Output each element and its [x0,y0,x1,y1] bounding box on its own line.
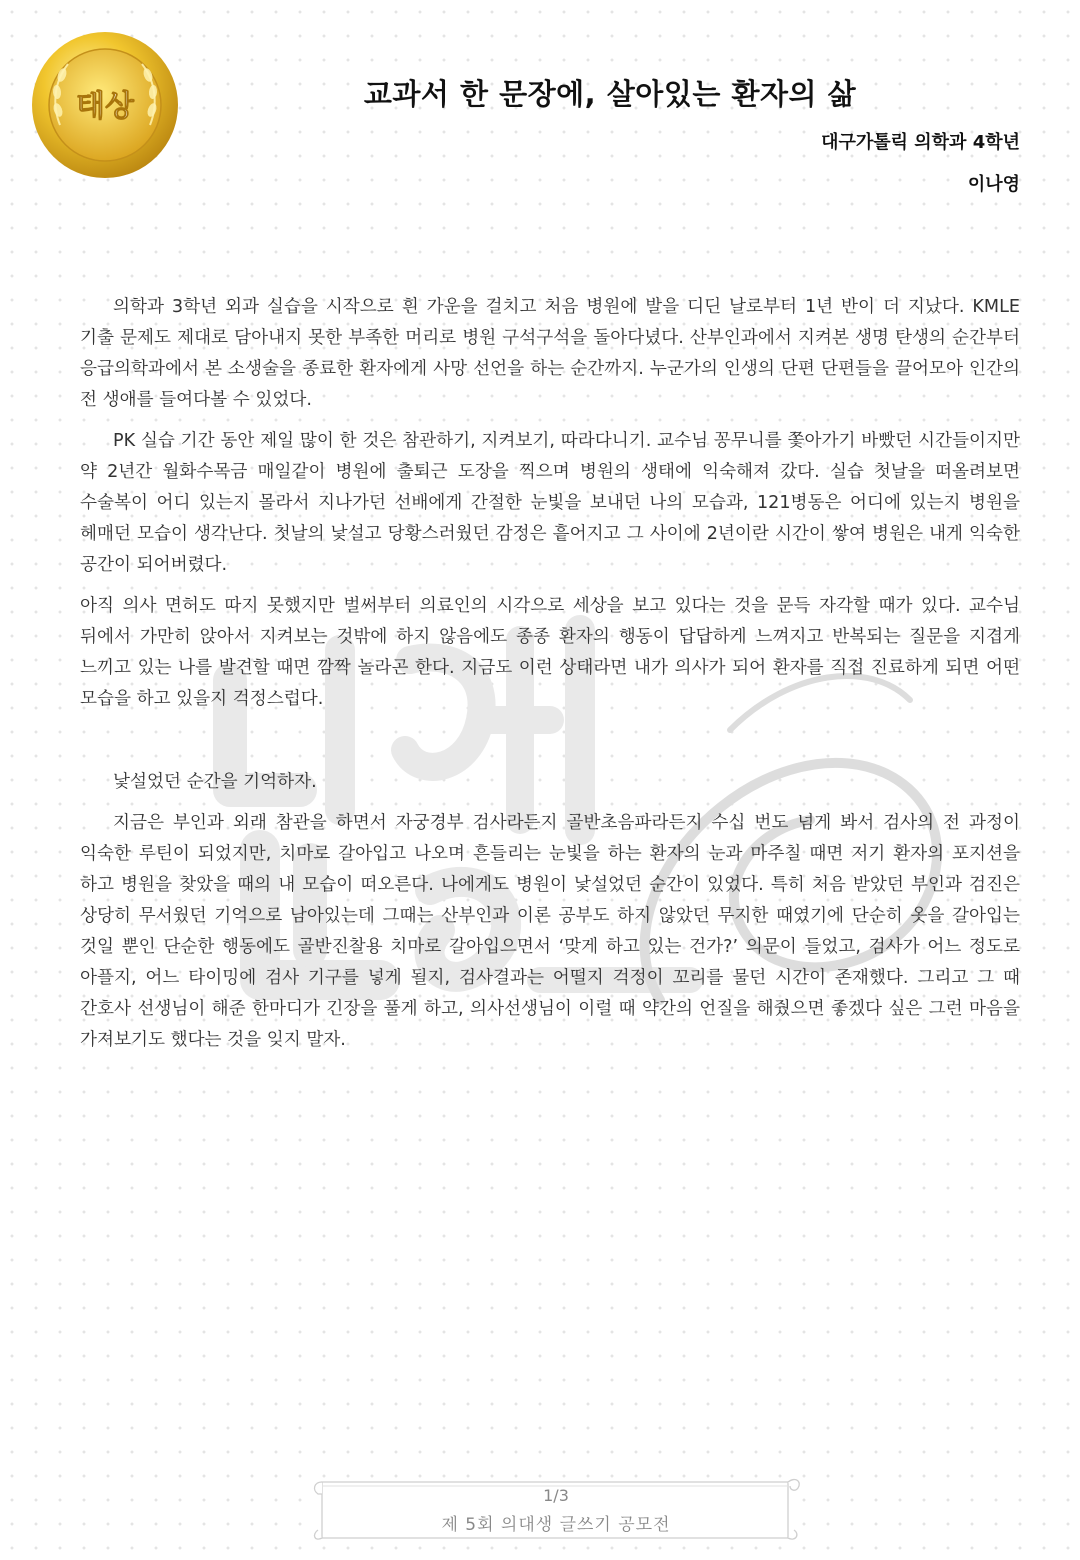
author-affiliation: 대구가톨릭 의학과 4학년 [821,132,1020,153]
paragraph: 지금은 부인과 외래 참관을 하면서 자궁경부 검사라든지 골반초음파라든지 수십 번도 넘게 봐서 검사의 전 과정이 익숙한 루틴이 되었지만, 치마로 갈아입고 나오며 흔들리는 눈빛을 하는 환자의 눈과 마주칠 때면 저기 환자의 포지션을 하고 병원을 찾았을 때의 내 모습이 떠오른다. 나에게도 병원이 낯설었던 순간이 있었다. 특히 처음 받았던 부인과 검진은 상당히 무서웠던 기억으로 남아있는데 그때는 산부인과 이론 공부도 하지 않았던 무지한 때였기에 단순히 옷을 갈아입는 것일 뿐인 단순한 행동에도 골반진찰용 치마로 갈아입으면서 ‘맞게 하고 있는 건가?’ 의문이 들었고, 검사가 어느 정도로 아플지, 어느 타이밍에 검사 기구를 넣게 될지, 검사결과는 어떨지 걱정이 꼬리를 물던 시간이 존재했다. 그리고 그 때 간호사 선생님이 해준 한마디가 긴장을 풀게 하고, 의사선생님이 이럴 때 약간의 언질을 해줬으면 좋겠다 싶은 그런 마음을 가져보기도 했다는 것을 잊지 말자. [80,813,1020,1050]
essay-body [80,292,1020,1066]
paragraph: 아직 의사 면허도 따지 못했지만 벌써부터 의료인의 시각으로 세상을 보고 있다는 것을 문득 자각할 때가 있다. 교수님 뒤에서 가만히 앉아서 지켜보는 것밖에 하지 않음에도 종종 환자의 행동이 답답하게 느껴지고 반복되는 질문을 지겹게 느끼고 있는 나를 발견할 때면 깜짝 놀라곤 한다. 지금도 이런 상태라면 내가 의사가 되어 환자를 직접 진료하게 되면 어떤 모습을 하고 있을지 걱정스럽다. [80,596,1020,709]
contest-name: 제 5회 의대생 글쓰기 공모전 [441,1515,671,1535]
scroll-banner-icon [308,1468,804,1548]
footer-banner [308,1468,804,1548]
paragraph: 의학과 3학년 외과 실습을 시작으로 흰 가운을 걸치고 처음 병원에 발을 디딘 날로부터 1년 반이 더 지났다. KMLE 기출 문제도 제대로 담아내지 못한 부족한 머리로 병원 구석구석을 돌아다녔다. 산부인과에서 지켜본 생명 탄생의 순간부터 응급의학과에서 본 소생술을 종료한 환자에게 사망 선언을 하는 순간까지. 누군가의 인생의 단편 단편들을 끌어모아 인간의 전 생애를 들여다볼 수 있었다. [80,297,1020,410]
medal-text: 태상 [76,89,134,124]
author-name: 이나영 [967,174,1020,195]
section-heading: 낯설었던 순간을 기억하자. [113,772,317,792]
page-title: 교과서 한 문장에, 살아있는 환자의 삶 [363,77,857,111]
page-number: 1/3 [543,1486,569,1505]
gold-medal-icon [30,30,180,180]
paragraph: PK 실습 기간 동안 제일 많이 한 것은 참관하기, 지켜보기, 따라다니기. 교수님 꽁무니를 쫓아가기 바빴던 시간들이지만 약 2년간 월화수목금 매일같이 병원에 출퇴근 도장을 찍으며 병원의 생태에 익숙해져 갔다. 실습 첫날을 떠올려보면 수술복이 어디 있는지 몰라서 지나가던 선배에게 간절한 눈빛을 보내던 나의 모습과, 121병동은 어디에 있는지 병원을 헤매던 모습이 생각난다. 첫날의 낯설고 당황스러웠던 감정은 흩어지고 그 사이에 2년이란 시간이 쌓여 병원은 내게 익숙한 공간이 되어버렸다. [80,431,1020,575]
